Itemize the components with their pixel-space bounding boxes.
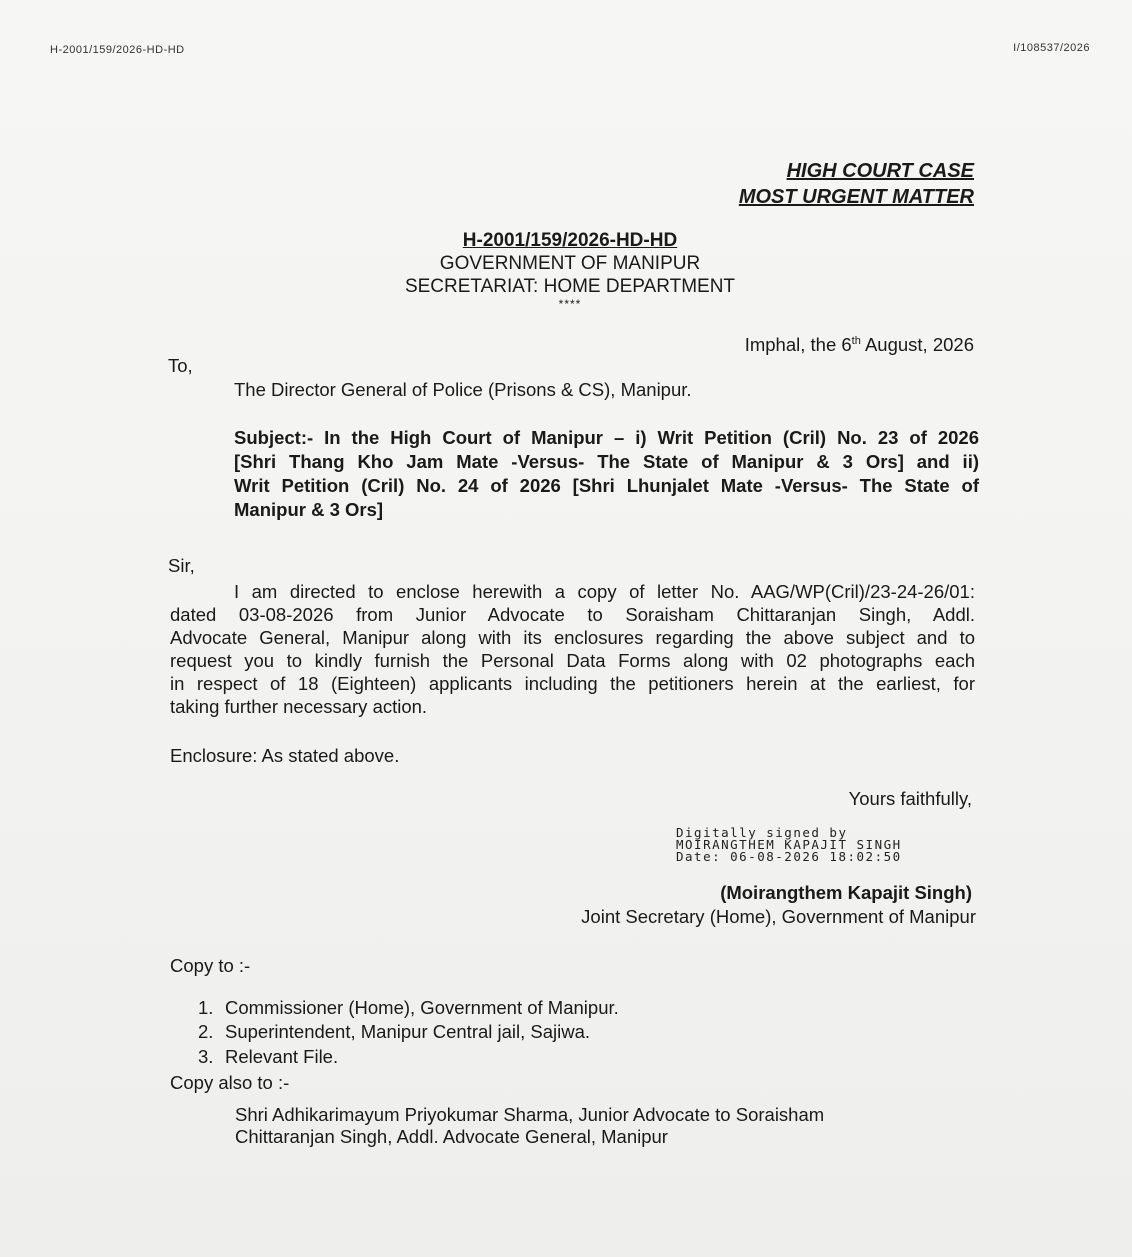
date-rest: August, 2026 [860, 334, 974, 356]
body-line: dated 03-08-2026 from Junior Advocate to Soraisham Chittaranjan Singh, Addl. [170, 604, 975, 625]
body-line: I am directed to enclose herewith a copy of letter No. AAG/WP(Cril)/23-24-26/01: [234, 581, 975, 602]
copy-to-item-text: Relevant File. [225, 1046, 339, 1067]
subject-block [234, 426, 979, 522]
signatory-name: (Moirangthem Kapajit Singh) [720, 882, 972, 903]
body-line: Advocate General, Manipur along with its enclosures regarding the above subject and to [170, 627, 975, 648]
separator-stars: **** [558, 297, 582, 311]
copy-to-item [198, 1046, 338, 1068]
digital-signature-line: MOIRANGTHEM KAPAJIT SINGH [676, 837, 902, 852]
subject-line: Writ Petition (Cril) No. 24 of 2026 [Shri Lhunjalet Mate -Versus- The State of [234, 475, 979, 496]
copy-also-line: Chittaranjan Singh, Addl. Advocate General, Manipur [235, 1126, 668, 1147]
recipient: The Director General of Police (Prisons & CS), Manipur. [234, 379, 692, 400]
date-place: Imphal, the 6 [744, 334, 852, 356]
urgency-line-1: HIGH COURT CASE [786, 160, 974, 182]
digital-signature [676, 827, 902, 863]
copy-also-label: Copy also to :- [170, 1072, 290, 1093]
copy-to-item [198, 1021, 590, 1043]
reference-left: H-2001/159/2026-HD-HD [50, 44, 185, 56]
subject-line: Manipur & 3 Ors] [234, 499, 384, 520]
copy-to-item [198, 997, 619, 1019]
date-ordinal: th [851, 335, 861, 347]
to-label: To, [168, 355, 193, 376]
copy-also-line: Shri Adhikarimayum Priyokumar Sharma, Junior Advocate to Soraisham [235, 1104, 825, 1125]
urgency-line-2: MOST URGENT MATTER [738, 186, 974, 208]
copy-to-item-number: 2. [198, 1021, 214, 1042]
file-number: H-2001/159/2026-HD-HD [462, 230, 678, 251]
body-line: taking further necessary action. [170, 696, 428, 717]
copy-also-recipient [235, 1104, 824, 1148]
copy-to-item-number: 1. [198, 997, 214, 1018]
copy-to-item-text: Superintendent, Manipur Central jail, Sajiwa. [225, 1021, 591, 1042]
department-name: SECRETARIAT: HOME DEPARTMENT [404, 276, 736, 297]
body-line: request you to kindly furnish the Personal Data Forms along with 02 photographs each [170, 650, 975, 671]
copy-to-item-text: Commissioner (Home), Government of Manipur. [225, 997, 619, 1018]
date-line [745, 329, 974, 357]
body-paragraph [170, 580, 975, 718]
salutation: Sir, [168, 555, 195, 576]
government-name: GOVERNMENT OF MANIPUR [439, 253, 701, 274]
signatory-designation: Joint Secretary (Home), Government of Manipur [581, 906, 976, 927]
reference-right: I/108537/2026 [1013, 42, 1090, 54]
digital-signature-line: Digitally signed by [676, 825, 848, 840]
yours-faithfully: Yours faithfully, [848, 788, 972, 809]
letterhead [380, 229, 760, 310]
digital-signature-line: Date: 06-08-2026 18:02:50 [676, 849, 902, 864]
enclosure-note: Enclosure: As stated above. [170, 745, 400, 766]
copy-to-label: Copy to :- [170, 955, 251, 976]
subject-line: Subject:- In the High Court of Manipur – i) Writ Petition (Cril) No. 23 of 2026 [234, 427, 979, 448]
subject-line: [Shri Thang Kho Jam Mate -Versus- The State of Manipur & 3 Ors] and ii) [234, 451, 979, 472]
body-line: in respect of 18 (Eighteen) applicants including the petitioners herein at the earliest, for [170, 673, 975, 694]
copy-to-item-number: 3. [198, 1046, 214, 1067]
